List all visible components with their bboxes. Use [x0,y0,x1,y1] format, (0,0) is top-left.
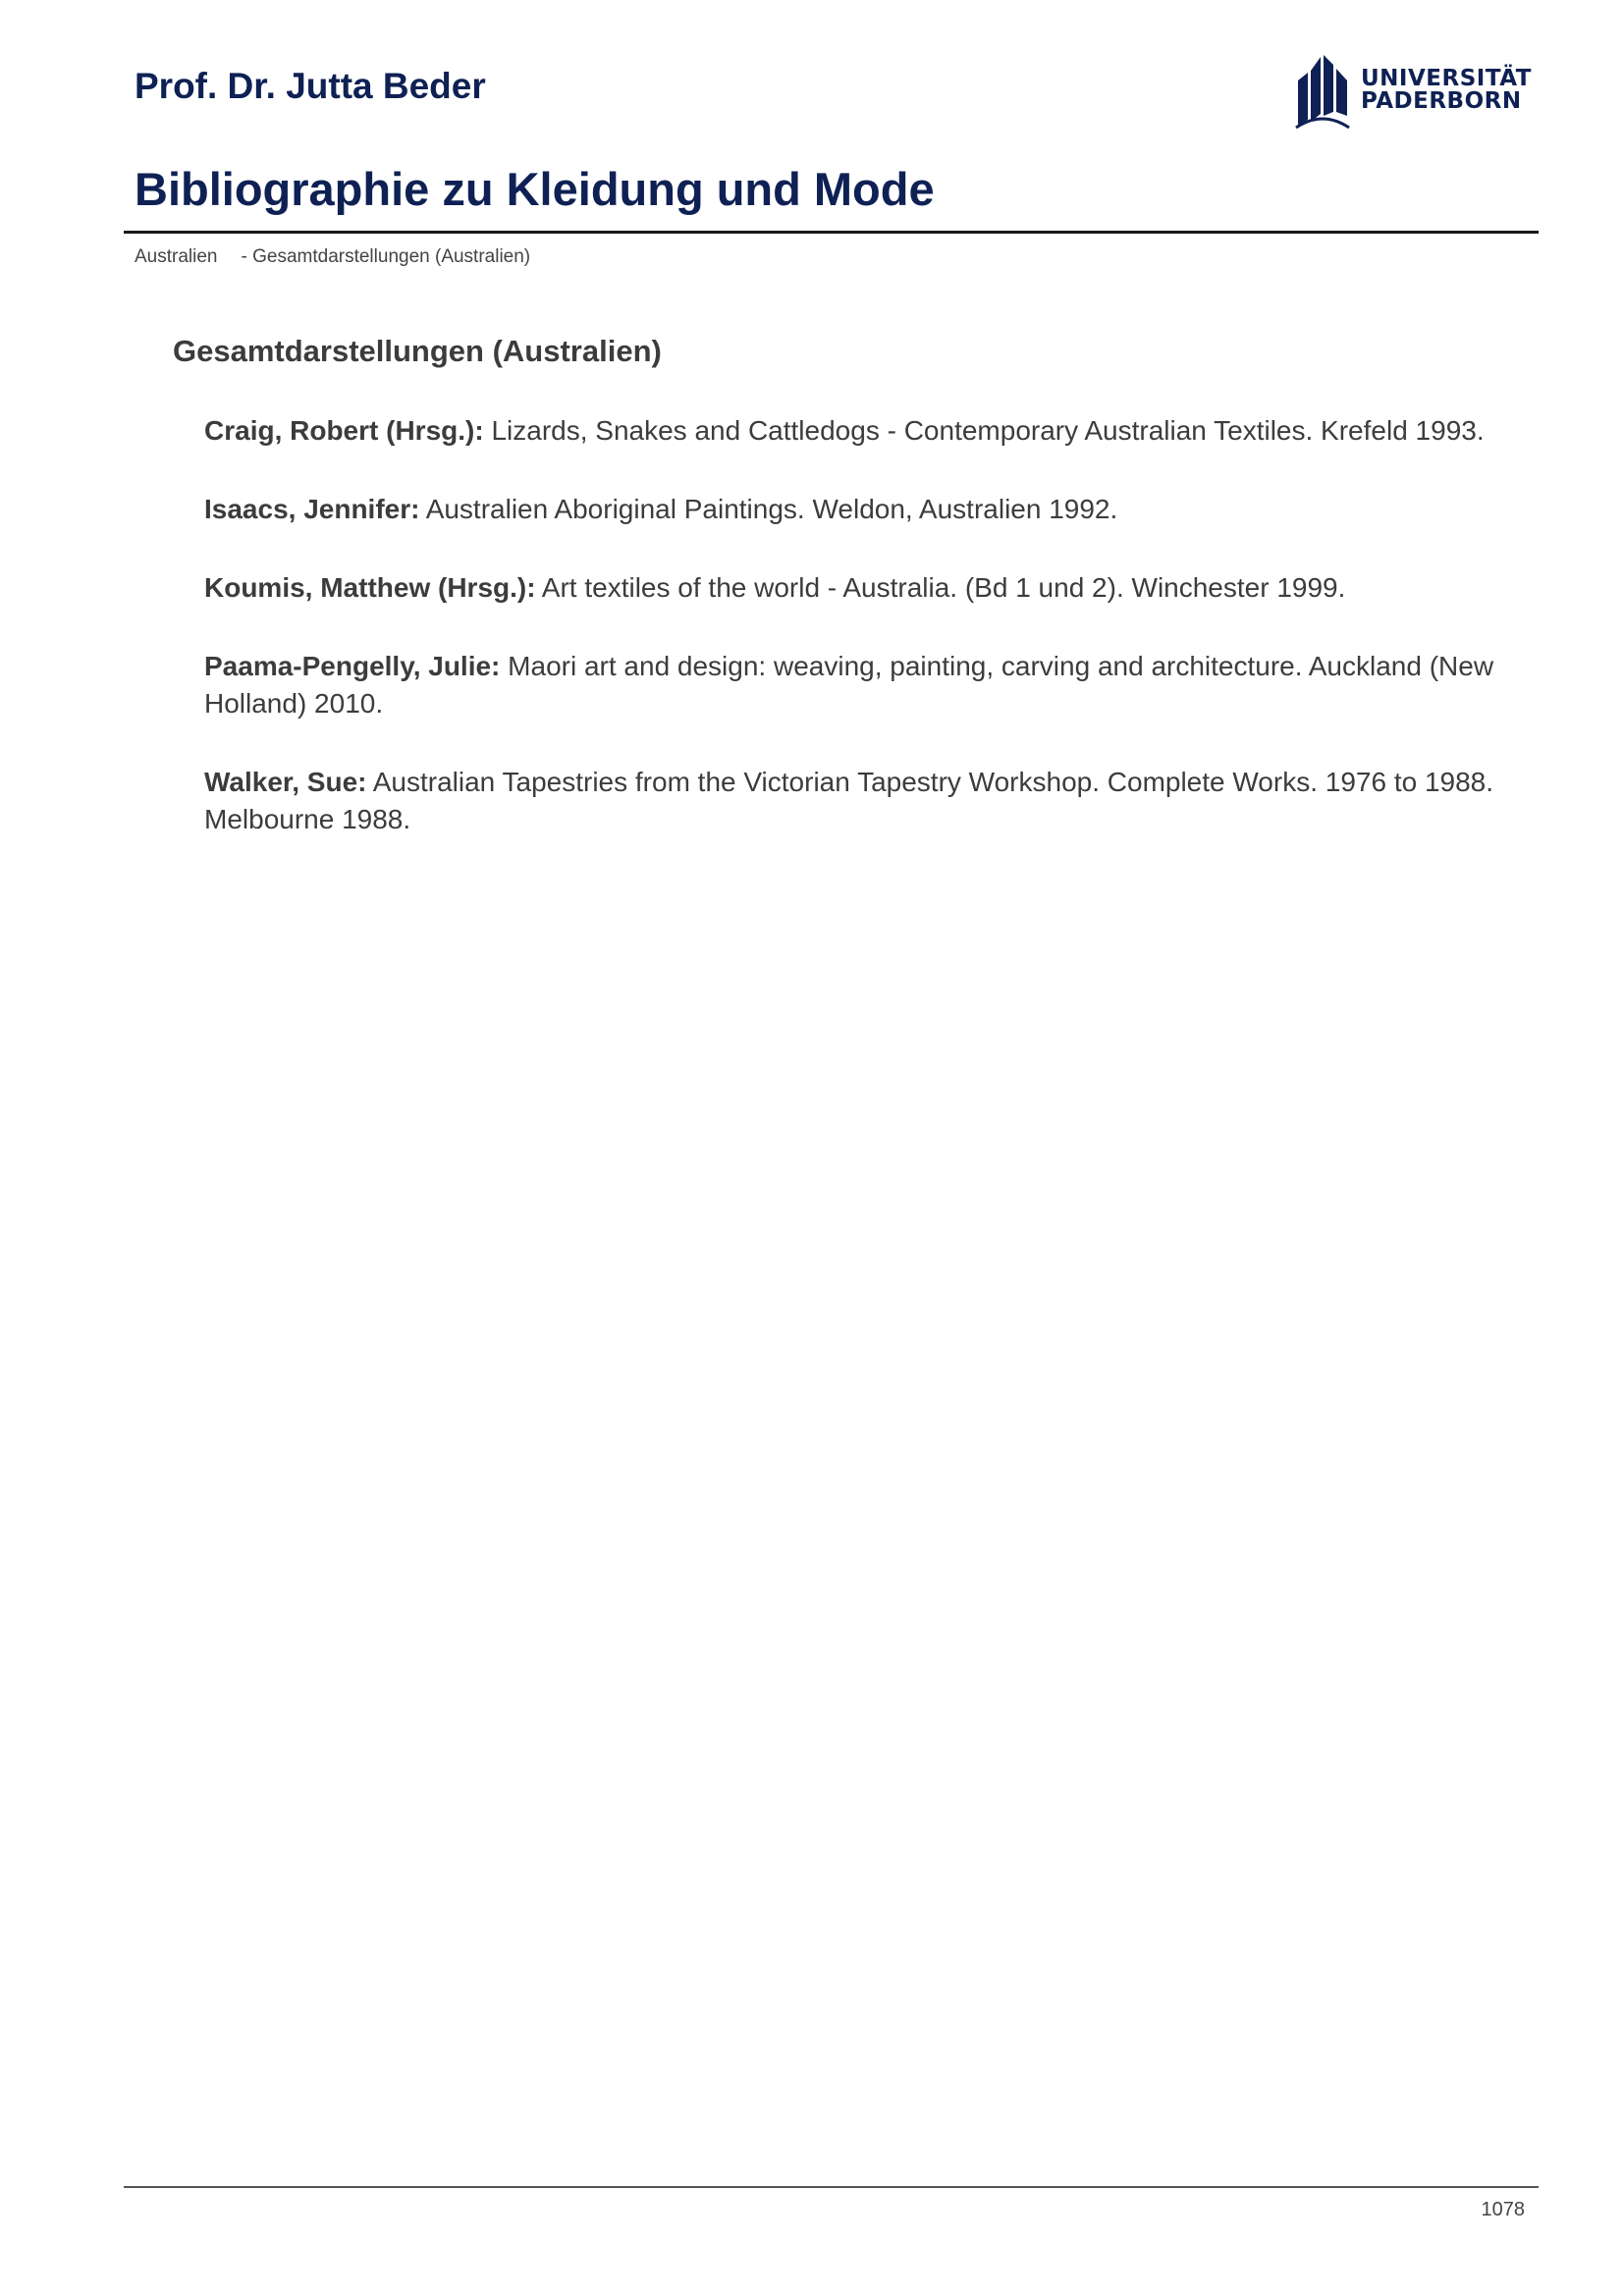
bibliography-entry [204,569,1520,607]
bibliography-entry [204,764,1520,838]
bibliography-entry [204,648,1520,722]
university-building-icon [1294,51,1351,130]
entry-author: Paama-Pengelly, Julie: [204,651,501,681]
logo-line-2: PADERBORN [1361,88,1522,114]
bibliography-entry [204,491,1520,528]
bibliography-entry [204,412,1520,450]
logo-wordmark [1361,68,1532,113]
entry-text: Australian Tapestries from the Victorian Tapestry Workshop. Complete Works. 1976 to 1988. Melbourne 1988. [204,767,1494,834]
entry-text: Australien Aboriginal Paintings. Weldon, Australien 1992. [419,494,1118,524]
footer-divider [124,2186,1539,2188]
entry-text: Lizards, Snakes and Cattledogs - Contemporary Australian Textiles. Krefeld 1993. [483,415,1485,446]
logo-line-1: UNIVERSITÄT [1361,66,1532,91]
entry-author: Walker, Sue: [204,767,367,797]
page-title: Bibliographie zu Kleidung und Mode [135,163,935,215]
entry-text: Maori art and design: weaving, painting, carving and architecture. Auckland (New Holland) 2010. [204,651,1494,719]
header-divider [124,231,1539,234]
breadcrumb-parent: Australien [135,246,218,267]
entry-author: Craig, Robert (Hrsg.): [204,415,484,446]
author-name: Prof. Dr. Jutta Beder [135,66,486,106]
university-logo [1294,51,1532,130]
entry-author: Isaacs, Jennifer: [204,494,420,524]
bibliography-list [204,412,1520,880]
entry-text: Art textiles of the world - Australia. (Bd 1 und 2). Winchester 1999. [535,572,1346,603]
page-number: 1078 [1481,2199,1525,2220]
section-heading: Gesamtdarstellungen (Australien) [173,334,662,368]
breadcrumb [135,246,530,268]
entry-author: Koumis, Matthew (Hrsg.): [204,572,536,603]
breadcrumb-current: - Gesamtdarstellungen (Australien) [241,246,531,267]
